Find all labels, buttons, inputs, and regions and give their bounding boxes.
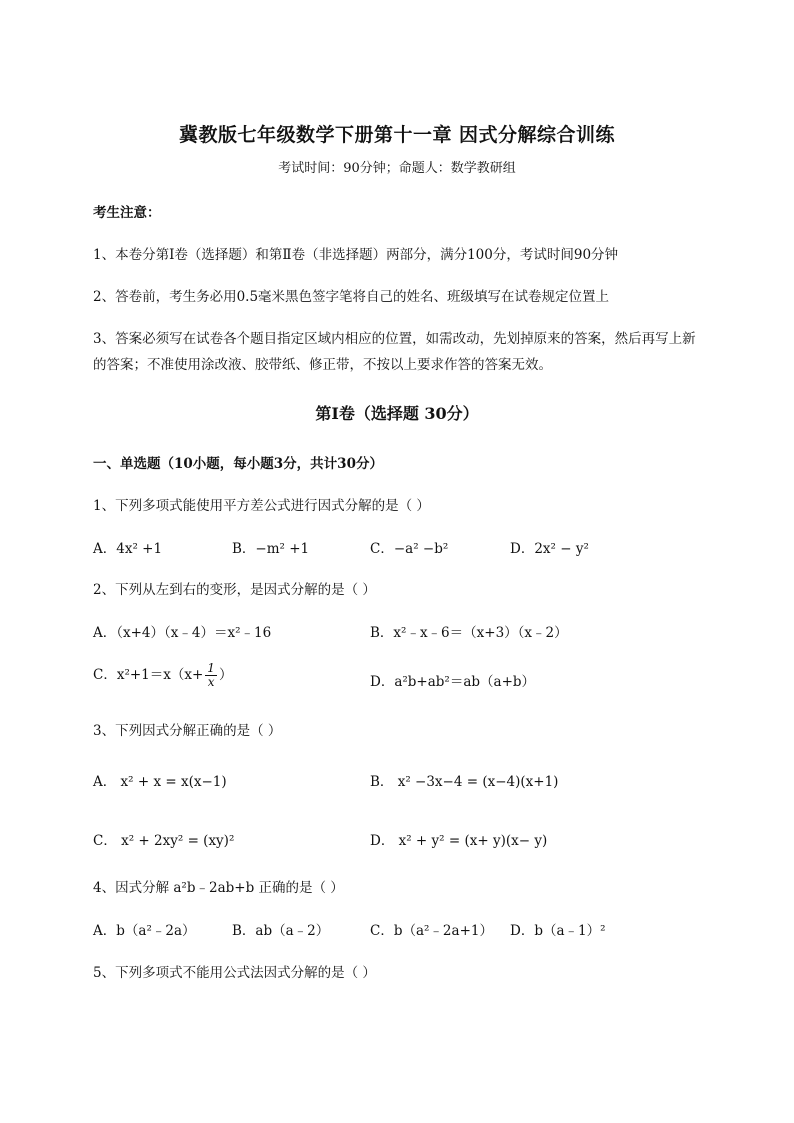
question-3-option-b: B． x² −3x−4 = (x−4)(x+1)	[370, 774, 559, 790]
question-5-stem: 5、下列多项式不能用公式法因式分解的是（ ）	[93, 965, 376, 981]
fraction-numerator: 1	[207, 661, 215, 675]
question-1-option-d: D．2x² − y²	[510, 541, 589, 557]
fraction-denominator: x	[207, 675, 215, 689]
question-3-option-d: D． x² + y² = (x+ y)(x− y)	[370, 833, 548, 849]
question-1-option-c: C．−a² −b²	[370, 541, 449, 557]
question-3-stem: 3、下列因式分解正确的是（ ）	[93, 723, 282, 739]
question-1-stem: 1、下列多项式能使用平方差公式进行因式分解的是（ ）	[93, 498, 430, 514]
part-heading: 一、单选题（10小题，每小题3分，共计30分）	[93, 456, 383, 472]
fraction-one-over-x	[205, 662, 217, 689]
question-1-option-b: B．−m² +1	[232, 541, 310, 557]
notice-item-2: 2、答卷前，考生务必用0.5毫米黑色签字笔将自己的姓名、班级填写在试卷规定位置上	[93, 289, 610, 305]
notice-heading: 考生注意：	[93, 205, 161, 221]
question-1-option-a: A．4x² +1	[93, 541, 163, 557]
question-2-option-d: D．a²b+ab²＝ab（a+b）	[370, 674, 536, 690]
question-2-option-c	[93, 662, 232, 689]
question-2-option-c-tail: ）	[218, 667, 233, 683]
notice-item-3-cont: 的答案；不准使用涂改液、胶带纸、修正带，不按以上要求作答的答案无效。	[93, 357, 552, 373]
page-subtitle: 考试时间：90分钟；命题人：数学教研组	[278, 161, 516, 176]
question-2-option-c-text: C．x²+1＝x（x+	[93, 667, 204, 683]
question-4-option-a: A．b（a²﹣2a）	[93, 923, 196, 939]
question-2-option-b: B．x²﹣x﹣6＝（x+3）（x﹣2）	[370, 625, 568, 641]
question-4-stem: 4、因式分解 a²b﹣2ab+b 正确的是（ ）	[93, 880, 344, 896]
question-3-option-c: C． x² + 2xy² = (xy)²	[93, 833, 235, 849]
question-4-option-b: B．ab（a﹣2）	[232, 923, 330, 939]
question-2-option-a: A．（x+4）（x﹣4）＝x²﹣16	[93, 625, 272, 641]
notice-item-3: 3、答案必须写在试卷各个题目指定区域内相应的位置，如需改动，先划掉原来的答案，然后再写上新	[93, 331, 696, 347]
question-4-option-d: D．b（a﹣1）²	[510, 923, 606, 939]
question-4-option-c: C．b（a²﹣2a+1）	[370, 923, 493, 939]
question-2-stem: 2、下列从左到右的变形，是因式分解的是（ ）	[93, 582, 376, 598]
notice-item-1: 1、本卷分第I卷（选择题）和第Ⅱ卷（非选择题）两部分，满分100分，考试时间90分钟	[93, 247, 619, 263]
section-title: 第I卷（选择题 30分）	[315, 404, 479, 423]
question-3-option-a: A． x² + x = x(x−1)	[93, 774, 227, 790]
page-title: 冀教版七年级数学下册第十一章 因式分解综合训练	[178, 124, 616, 146]
